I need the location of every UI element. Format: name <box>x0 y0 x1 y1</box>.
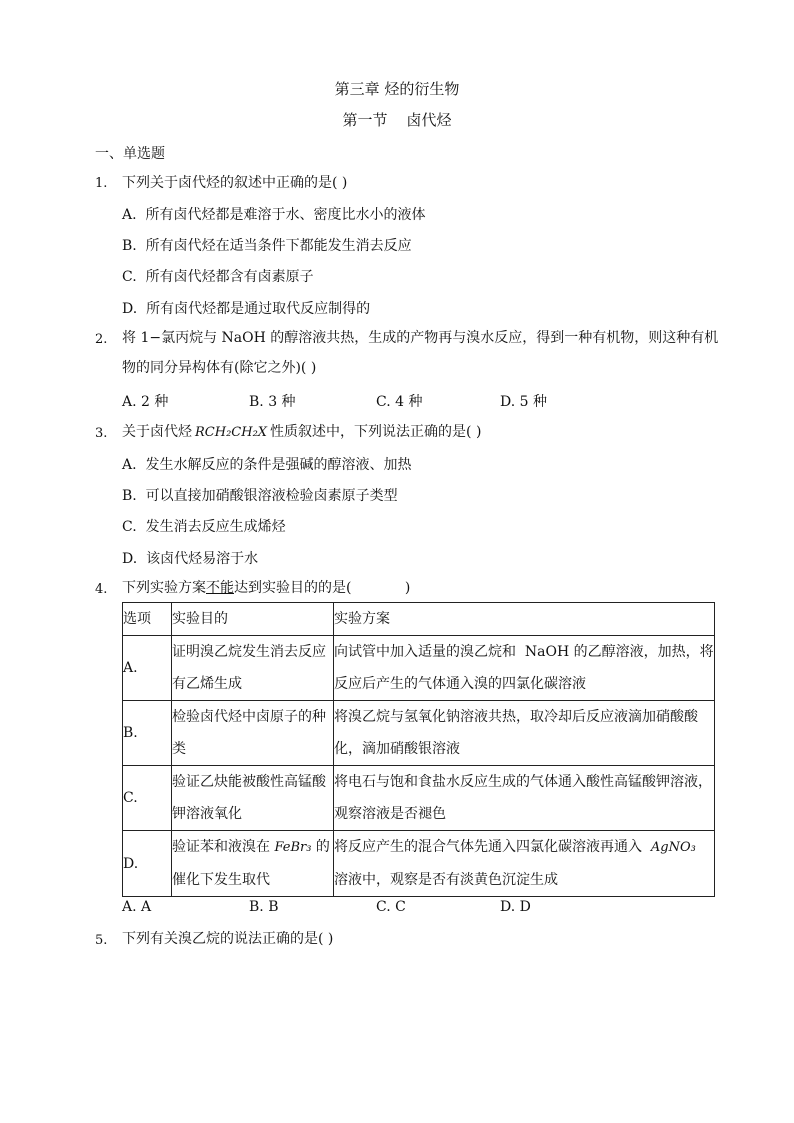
question-number: 3. <box>95 426 108 441</box>
cell-line: 钾溶液氧化 <box>172 806 242 822</box>
question-stem: 下列有关溴乙烷的说法正确的是( ) <box>122 931 334 947</box>
option-b[interactable]: B. 所有卤代烃在适当条件下都能发生消去反应 <box>122 238 412 254</box>
option-c[interactable]: C. 发生消去反应生成烯烃 <box>122 519 286 535</box>
option-c[interactable]: C. 所有卤代烃都含有卤素原子 <box>122 269 314 285</box>
option-d[interactable]: D. 5 种 <box>500 394 547 410</box>
section-title: 第一节 卤代烃 <box>342 111 452 129</box>
formula: AgNO₃ <box>650 840 696 855</box>
plan-cell <box>334 831 715 897</box>
cell-line: 有乙烯生成 <box>172 676 242 692</box>
cell-text: 将反应产生的混合气体先通入四氯化碳溶液再通入 <box>334 839 651 855</box>
purpose-cell <box>172 701 334 766</box>
option-d[interactable]: D. 所有卤代烃都是通过取代反应制得的 <box>122 301 371 317</box>
header-cell: 实验目的 <box>172 603 334 636</box>
option-a[interactable]: A. 2 种 <box>122 394 169 410</box>
option-a[interactable]: A. 发生水解反应的条件是强碱的醇溶液、加热 <box>122 457 412 473</box>
plan-cell <box>334 636 715 701</box>
cell-line: 观察溶液是否褪色 <box>334 806 446 822</box>
question-number: 4. <box>95 582 108 597</box>
table-row <box>123 701 715 766</box>
header-cell: 选项 <box>123 603 172 636</box>
table-header-row <box>123 603 715 636</box>
table-row <box>123 636 715 701</box>
row-label: B. <box>123 701 172 766</box>
formula: FeBr₃ <box>274 840 312 855</box>
question-stem <box>122 578 410 598</box>
cell-line: 溶液中，观察是否有淡黄色沉淀生成 <box>334 872 558 888</box>
cell-line <box>334 831 714 864</box>
option-a[interactable]: A. 所有卤代烃都是难溶于水、密度比水小的液体 <box>122 207 426 223</box>
option-d[interactable]: D. 该卤代烃易溶于水 <box>122 551 259 567</box>
plan-cell <box>334 701 715 766</box>
cell-line: 将电石与饱和食盐水反应生成的气体通入酸性高锰酸钾溶液， <box>334 774 712 790</box>
question-stem-line-2: 物的同分异构体有(除它之外)( ) <box>122 360 317 376</box>
question-number: 2. <box>95 332 108 347</box>
table-row <box>123 766 715 831</box>
stem-text: 性质叙述中，下列说法正确的是( ) <box>270 424 482 440</box>
cell-line: 类 <box>172 741 186 757</box>
cell-text: 验证苯和液溴在 <box>172 839 275 855</box>
cell-line <box>172 831 333 864</box>
question-stem-line-1: 将 1−氯丙烷与 NaOH 的醇溶液共热，生成的产物再与溴水反应，得到一种有机物，则这种有机 <box>122 330 719 346</box>
cell-line: 验证乙炔能被酸性高锰酸 <box>172 774 326 790</box>
option-b[interactable]: B. B <box>249 899 279 915</box>
row-label: D. <box>123 831 172 897</box>
question-stem <box>122 422 481 443</box>
cell-line: 催化下发生取代 <box>172 872 270 888</box>
stem-text: 下列实验方案 <box>122 580 206 596</box>
purpose-cell <box>172 831 334 897</box>
stem-text: 达到实验目的的是( ) <box>234 580 411 596</box>
option-c[interactable]: C. C <box>376 899 406 915</box>
plan-cell <box>334 766 715 831</box>
question-stem: 下列关于卤代烃的叙述中正确的是( ) <box>122 175 348 191</box>
part-title: 一、单选题 <box>95 146 165 162</box>
cell-line: 化，滴加硝酸银溶液 <box>334 741 460 757</box>
stem-text: 关于卤代烃 <box>122 424 192 440</box>
cell-line: 反应后产生的气体通入溴的四氯化碳溶液 <box>334 676 586 692</box>
option-c[interactable]: C. 4 种 <box>376 394 423 410</box>
chapter-title: 第三章 烃的衍生物 <box>334 80 460 98</box>
row-label: C. <box>123 766 172 831</box>
option-a[interactable]: A. A <box>122 899 152 915</box>
experiment-table <box>122 602 715 897</box>
purpose-cell <box>172 636 334 701</box>
cell-line: 向试管中加入适量的溴乙烷和 NaOH 的乙醇溶液，加热，将 <box>334 644 714 660</box>
option-b[interactable]: B. 可以直接加硝酸银溶液检验卤素原子类型 <box>122 488 398 504</box>
option-b[interactable]: B. 3 种 <box>249 394 296 410</box>
row-label: A. <box>123 636 172 701</box>
formula: RCH₂CH₂X <box>195 425 268 440</box>
header-cell: 实验方案 <box>334 603 715 636</box>
cell-line: 将溴乙烷与氢氧化钠溶液共热，取冷却后反应液滴加硝酸酸 <box>334 709 698 725</box>
question-number: 5. <box>95 933 108 948</box>
cell-line: 证明溴乙烷发生消去反应 <box>172 644 326 660</box>
cell-line: 检验卤代烃中卤原子的种 <box>172 709 326 725</box>
table-row <box>123 831 715 897</box>
option-d[interactable]: D. D <box>500 899 531 915</box>
emphasis-underline: 不能 <box>206 580 234 596</box>
purpose-cell <box>172 766 334 831</box>
cell-text: 的 <box>311 839 330 855</box>
question-number: 1. <box>95 176 108 191</box>
